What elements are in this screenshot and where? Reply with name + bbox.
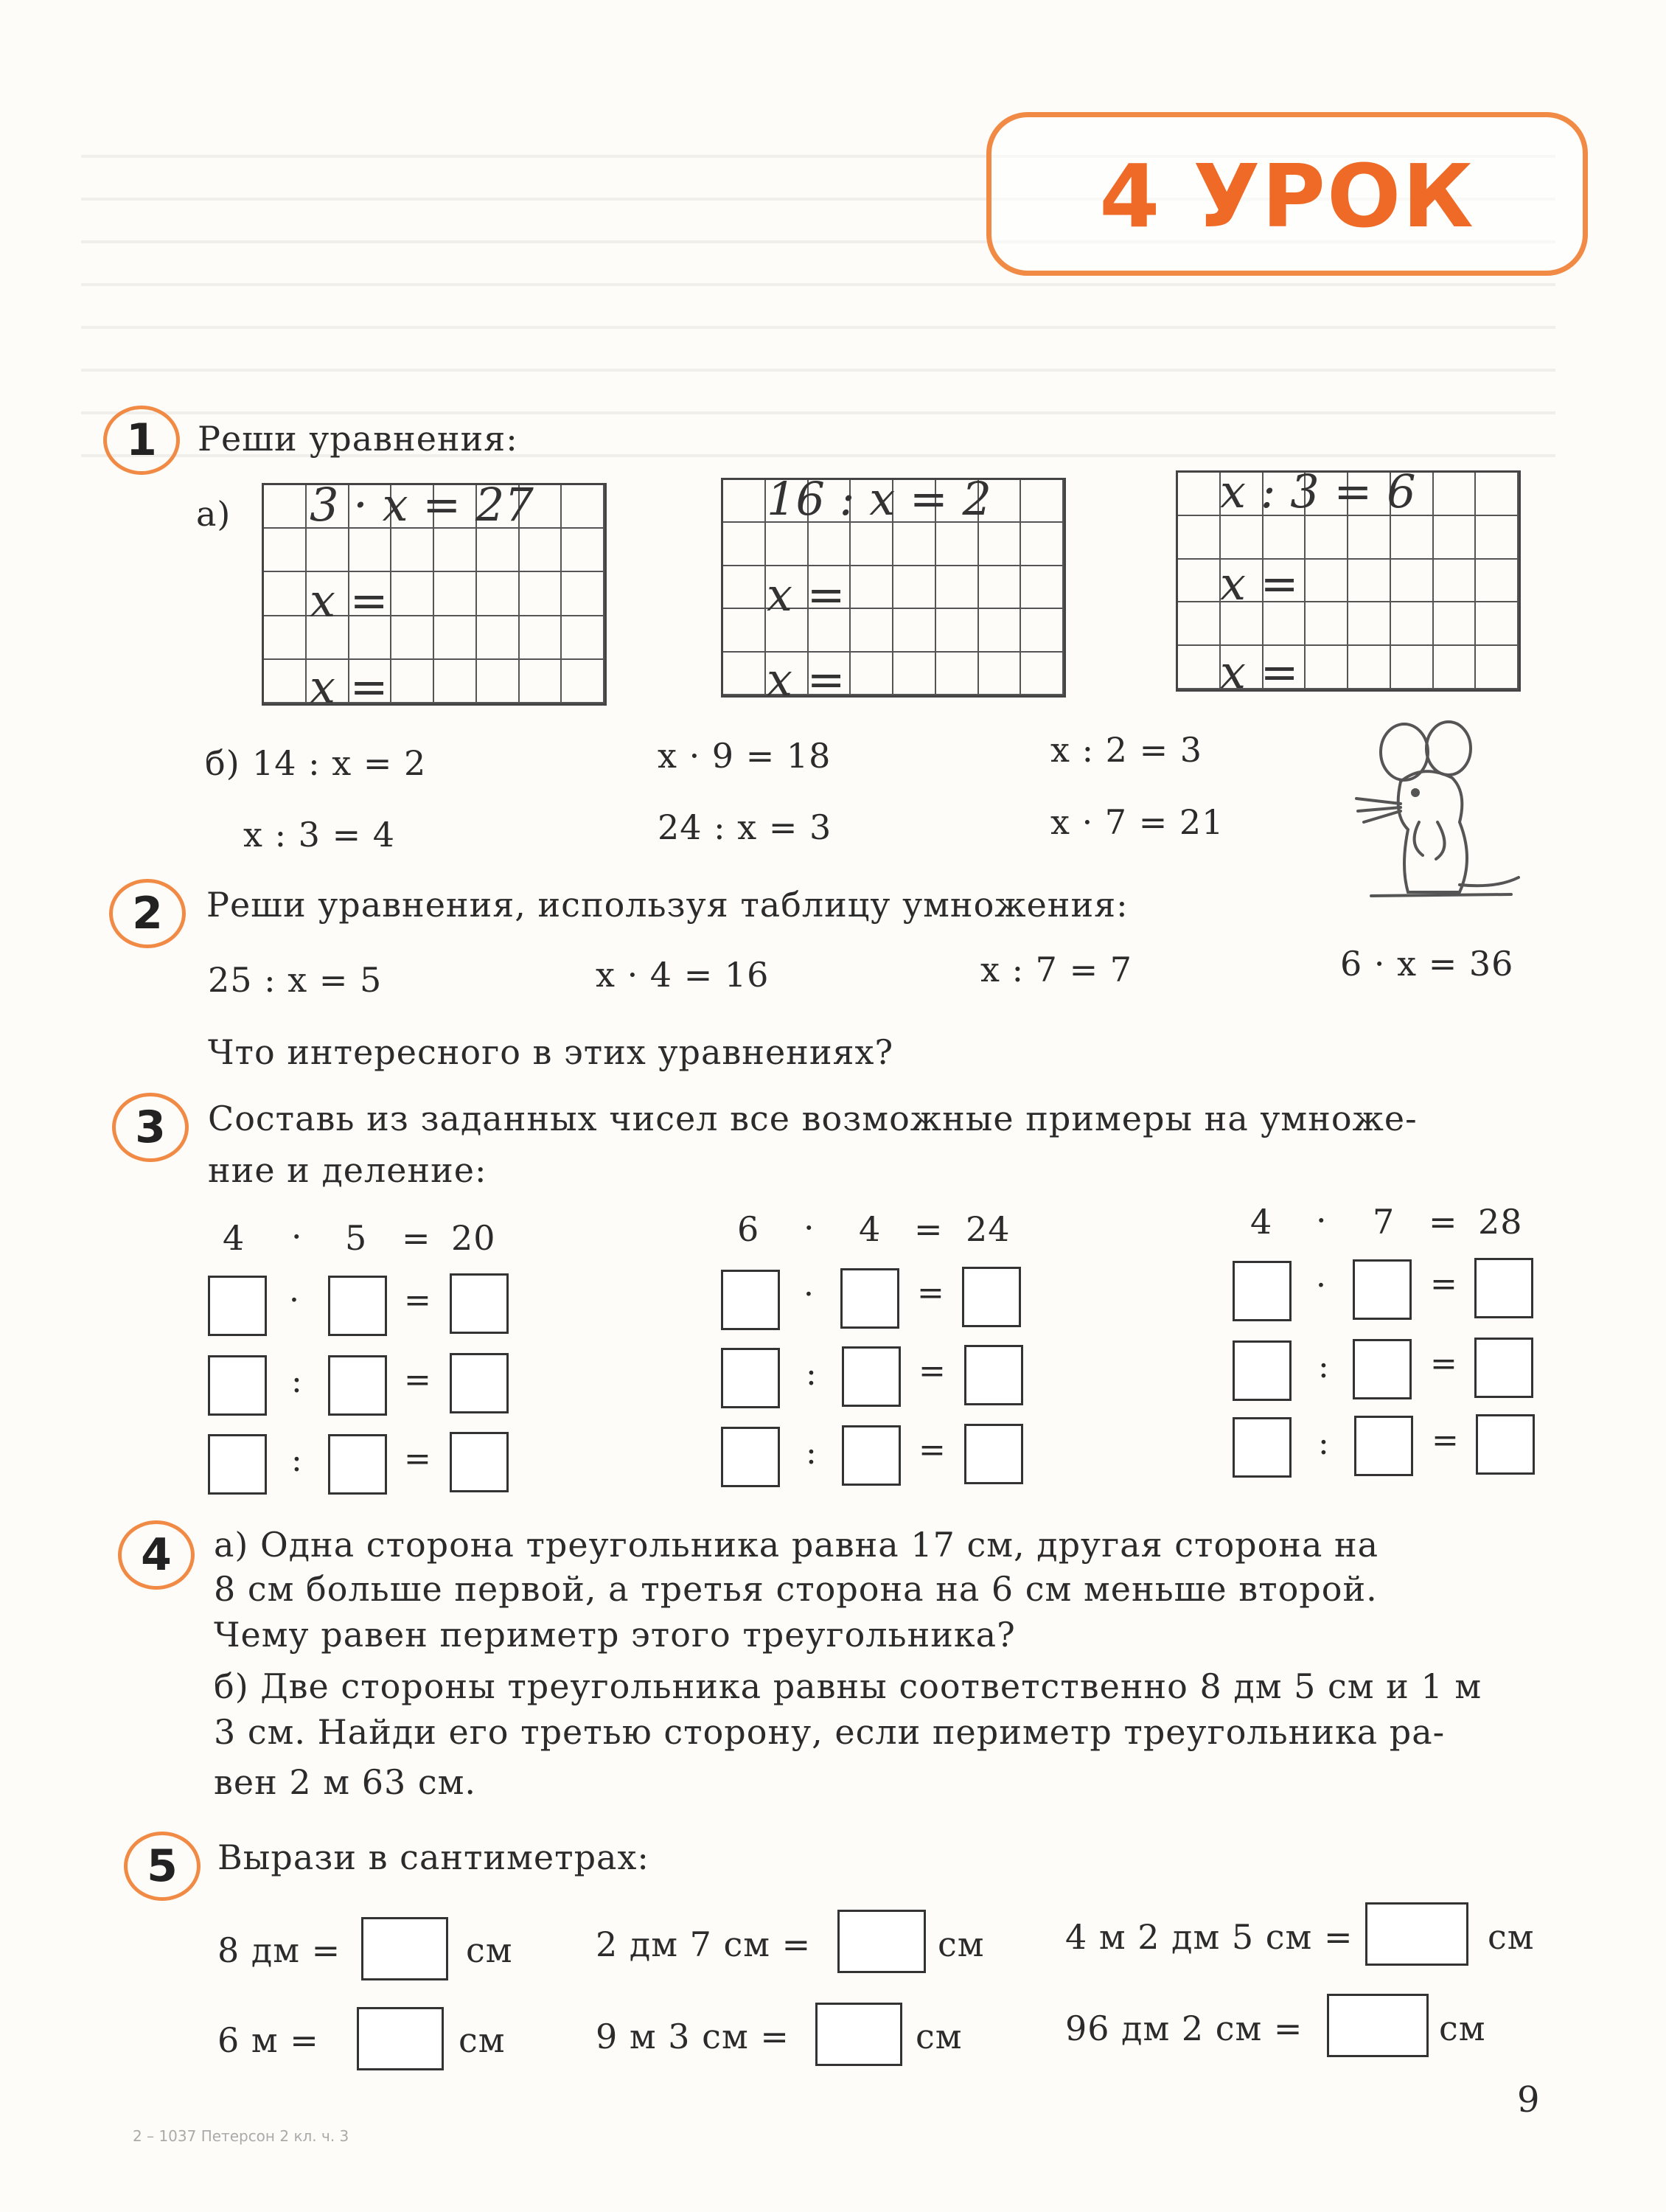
g1-c: 20 [451,1218,496,1258]
g3-op: · [1316,1200,1328,1240]
g2-r1-box1[interactable] [721,1270,780,1330]
task2-prompt: Реши уравнения, используя таблицу умножения: [206,885,1129,925]
lesson-header [986,112,1588,276]
conv1-unit: см [466,1930,513,1970]
conv4-unit: см [459,2020,506,2060]
g2-r1-box2[interactable] [840,1268,899,1329]
grid1-equation: 3 · x = 27 [310,478,534,532]
g2-c: 24 [966,1209,1011,1249]
conv2-label: 2 дм 7 см = [596,1924,812,1964]
conv6-unit: см [1439,2008,1486,2048]
g1-r1-box1[interactable] [208,1276,267,1336]
g3-r2-box3[interactable] [1474,1338,1533,1398]
g1-r1-op: · [289,1281,299,1319]
conv5-unit: см [916,2017,963,2056]
task4-a-line3: Чему равен периметр этого треугольника? [214,1615,1016,1655]
conv1-answer-box[interactable] [361,1917,448,1980]
task5-number-badge [124,1832,201,1901]
g2-r3-eq: = [919,1431,946,1469]
grid2-line2: x = [767,568,846,622]
g1-r2-op: : [291,1363,302,1400]
task1-b-eq4: x : 3 = 4 [243,815,396,855]
g1-r1-box3[interactable] [450,1273,509,1334]
g2-r3-op: : [806,1434,817,1472]
g2-r3-box2[interactable] [842,1425,901,1486]
task2-eq3: x : 7 = 7 [980,950,1133,990]
task2-number-badge [109,879,186,948]
task4-a-line1: а) Одна сторона треугольника равна 17 см, другая сторона на [214,1525,1379,1565]
g1-r3-box1[interactable] [208,1434,267,1495]
task1-b-eq6: x · 7 = 21 [1050,802,1224,842]
task1-b-eq5: 24 : x = 3 [658,807,832,847]
conv3-answer-box[interactable] [1365,1902,1468,1966]
task4-number: 4 [141,1529,172,1581]
lesson-title [991,145,1583,247]
page-number: 9 [1517,2079,1541,2121]
grid3-equation: x : 3 = 6 [1220,465,1416,518]
task4-number-badge [118,1520,195,1590]
task1-number-badge [103,406,180,475]
g3-r2-op: : [1318,1348,1329,1385]
g1-r1-box2[interactable] [328,1276,387,1336]
conv2-unit: см [938,1924,985,1964]
g2-op: · [804,1208,815,1248]
g3-r3-box2[interactable] [1354,1416,1413,1476]
g1-r3-box2[interactable] [328,1434,387,1495]
task5-number: 5 [147,1840,178,1892]
task1-b-eq1: 14 : x = 2 [252,743,427,783]
task2-question: Что интересного в этих уравнениях? [208,1032,894,1072]
task5-prompt: Вырази в сантиметрах: [217,1837,649,1877]
grid2-line3: x = [767,653,846,706]
conv5-label: 9 м 3 см = [596,2017,790,2056]
g3-r2-box2[interactable] [1353,1339,1412,1399]
task2-eq1: 25 : x = 5 [208,960,383,1000]
g1-r1-eq: = [404,1281,431,1319]
g3-a: 4 [1250,1202,1273,1242]
task1-b-eq3: x : 2 = 3 [1050,730,1203,770]
g2-b: 4 [859,1209,882,1249]
task1-prompt: Реши уравнения: [198,419,518,459]
task4-b-line1: б) Две стороны треугольника равны соответственно 8 дм 5 см и 1 м [214,1666,1482,1706]
g2-r2-eq: = [919,1352,946,1390]
g1-r3-box3[interactable] [450,1432,509,1492]
task3-prompt-line2: ние и деление: [208,1150,487,1190]
task4-a-line2: 8 см больше первой, а третья сторона на 6 см меньше второй. [214,1569,1378,1609]
conv3-label: 4 м 2 дм 5 см = [1065,1917,1353,1957]
lesson-word: УРОК [1193,145,1475,247]
g2-r3-box1[interactable] [721,1427,780,1487]
task4-b-line3: вен 2 м 63 см. [214,1762,477,1802]
g3-r2-eq: = [1430,1345,1457,1382]
g2-r3-box3[interactable] [964,1424,1023,1484]
task2-eq2: x · 4 = 16 [596,955,770,995]
g1-r3-eq: = [404,1440,431,1478]
g1-r3-op: : [291,1441,302,1479]
conv2-answer-box[interactable] [837,1910,926,1973]
conv4-answer-box[interactable] [357,2007,444,2070]
g1-eq: = [402,1218,431,1258]
g2-r2-op: : [806,1355,817,1393]
g3-r1-op: · [1316,1267,1326,1304]
g2-r1-eq: = [917,1274,944,1312]
conv1-label: 8 дм = [217,1930,341,1970]
g3-c: 28 [1478,1202,1523,1242]
mouse-illustration [1349,719,1533,911]
g3-eq: = [1429,1202,1458,1242]
task1-part-a-label: а) [196,494,231,534]
task3-prompt-line1: Составь из заданных чисел все возможные примеры на умноже- [208,1099,1418,1138]
conv6-answer-box[interactable] [1327,1994,1429,2057]
task1-b-eq2: x · 9 = 18 [658,736,832,776]
g1-a: 4 [223,1218,245,1258]
task1-number: 1 [126,414,157,466]
g1-r2-eq: = [404,1361,431,1399]
g3-b: 7 [1373,1202,1395,1242]
task3-number: 3 [135,1102,166,1153]
g1-op: · [291,1217,303,1256]
grid3-line2: x = [1220,557,1299,611]
task2-number: 2 [132,888,163,939]
conv5-answer-box[interactable] [815,2003,902,2066]
g1-r2-box1[interactable] [208,1355,267,1416]
g3-r1-box1[interactable] [1233,1261,1292,1321]
g3-r3-box3[interactable] [1476,1414,1535,1475]
g2-a: 6 [737,1209,760,1249]
print-footer: 2 – 1037 Петерсон 2 кл. ч. 3 [133,2127,349,2145]
grid1-line3: x = [310,660,388,714]
g1-r2-box2[interactable] [328,1355,387,1416]
g2-r1-op: · [804,1276,814,1313]
grid1-line2: x = [310,574,388,627]
g3-r1-box3[interactable] [1474,1258,1533,1318]
g3-r3-op: : [1318,1425,1329,1462]
g3-r3-eq: = [1432,1422,1459,1459]
g2-r2-box3[interactable] [964,1345,1023,1405]
conv3-unit: см [1488,1917,1535,1957]
task4-b-line2: 3 см. Найди его третью сторону, если периметр треугольника ра- [214,1712,1446,1752]
g3-r2-box1[interactable] [1233,1340,1292,1401]
g1-r2-box3[interactable] [450,1353,509,1413]
conv6-label: 96 дм 2 см = [1065,2008,1303,2048]
task1-part-b-label: б) [205,743,240,783]
grid2-equation: 16 : x = 2 [767,472,991,526]
grid3-line3: x = [1220,645,1299,699]
task2-eq4: 6 · x = 36 [1340,944,1514,984]
g1-b: 5 [345,1218,368,1258]
lesson-number: 4 [1099,145,1162,247]
g2-eq: = [914,1209,944,1249]
task3-number-badge [112,1093,189,1162]
g2-r2-box1[interactable] [721,1348,780,1408]
g3-r3-box1[interactable] [1233,1417,1292,1478]
g2-r2-box2[interactable] [842,1346,901,1407]
g3-r1-box2[interactable] [1353,1259,1412,1320]
conv4-label: 6 м = [217,2020,319,2060]
g3-r1-eq: = [1430,1265,1457,1303]
g2-r1-box3[interactable] [962,1267,1021,1327]
